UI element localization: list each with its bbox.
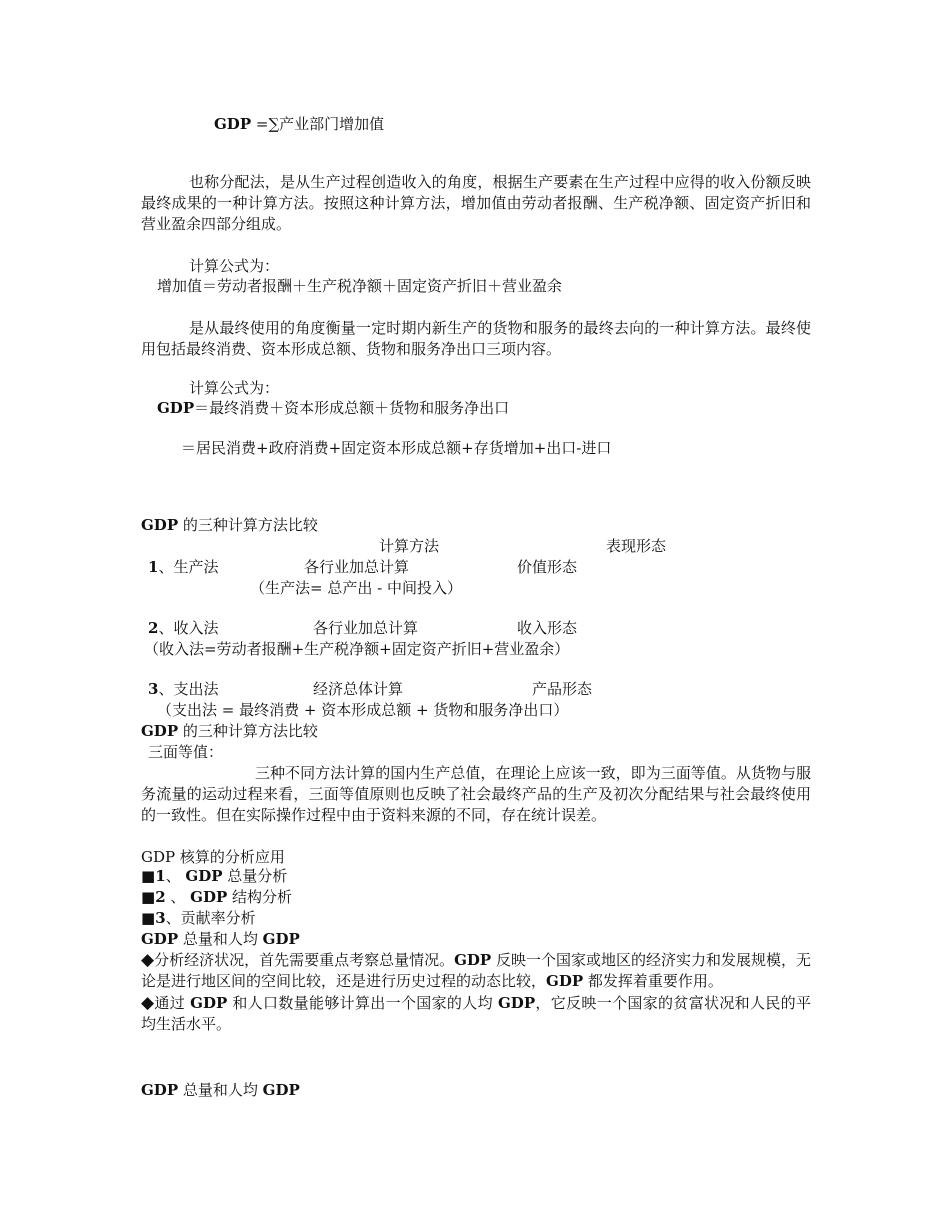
note-income: （收入法=劳动者报酬+生产税净额+固定资产折旧+营业盈余） bbox=[144, 640, 570, 658]
gdp-term: GDP bbox=[185, 867, 223, 885]
footer-title bbox=[141, 1080, 300, 1100]
formula-rest: =∑产业部门增加值 bbox=[251, 115, 385, 133]
item-sep: 、贡献率分析 bbox=[165, 909, 256, 927]
gdp-term: GDP bbox=[141, 516, 179, 534]
gdp-sum-formula bbox=[214, 114, 384, 134]
item-number: 1 bbox=[155, 867, 166, 885]
method-name: 、收入法 bbox=[158, 619, 219, 637]
calc-production: 各行业加总计算 bbox=[304, 558, 410, 576]
total-and-per-capita-title bbox=[141, 929, 300, 949]
text: 通过 bbox=[154, 994, 191, 1012]
text: 反映一个国家或地区的经济实力和发展规模，无论是进行地区间的空间比较，还是进行历史过程的动态比较， bbox=[141, 951, 811, 990]
item-number: 2 bbox=[155, 888, 166, 906]
bullet-square: ■ bbox=[141, 888, 156, 906]
item-sep: 、 bbox=[165, 888, 191, 906]
bullet-square: ■ bbox=[141, 909, 156, 927]
form-production: 价值形态 bbox=[517, 558, 578, 576]
expenditure-formula bbox=[157, 398, 509, 418]
method-name-income bbox=[148, 618, 218, 638]
expenditure-formula-expanded: ＝居民消费+政府消费+固定资本形成总额+存货增加+出口-进口 bbox=[181, 439, 612, 457]
form-expenditure: 产品形态 bbox=[532, 680, 593, 698]
analysis-item-3 bbox=[141, 908, 256, 928]
column-header-form: 表现形态 bbox=[606, 537, 667, 555]
column-header-method: 计算方法 bbox=[379, 537, 440, 555]
form-income: 收入形态 bbox=[517, 619, 578, 637]
gdp-term: GDP bbox=[262, 1081, 300, 1099]
title-mid: 总量和人均 bbox=[178, 1081, 263, 1099]
income-formula-label: 计算公式为： bbox=[189, 257, 280, 275]
bullet-paragraph-2 bbox=[141, 993, 811, 1035]
gdp-term: GDP bbox=[157, 399, 195, 417]
bullet-paragraph-1 bbox=[141, 950, 811, 992]
gdp-term: GDP bbox=[190, 888, 228, 906]
gdp-term: GDP bbox=[190, 994, 228, 1012]
method-name: 、生产法 bbox=[158, 558, 219, 576]
gdp-term: GDP bbox=[141, 722, 179, 740]
row-number: 1 bbox=[148, 558, 159, 576]
gdp-term: GDP bbox=[498, 994, 536, 1012]
method-name-expenditure bbox=[148, 679, 218, 699]
row-number: 2 bbox=[148, 619, 159, 637]
gdp-term: GDP bbox=[262, 930, 300, 948]
text: ，它反映一个国家的贫富状况和人民的平均生活水平。 bbox=[141, 994, 811, 1033]
analysis-title: GDP 核算的分析应用 bbox=[141, 848, 285, 866]
income-method-description: 也称分配法，是从生产过程创造收入的角度，根据生产要素在生产过程中应得的收入份额反映最终成果的一种计算方法。按照这种计算方法，增加值由劳动者报酬、生产税净额、固定资产折旧和营业盈余四部分组成。 bbox=[141, 173, 811, 233]
expenditure-method-description: 是从最终使用的角度衡量一定时期内新生产的货物和服务的最终去向的一种计算方法。最终使用包括最终消费、资本形成总额、货物和服务净出口三项内容。 bbox=[141, 319, 811, 358]
text: 和人口数量能够计算出一个国家的人均 bbox=[227, 994, 498, 1012]
income-formula: 增加值＝劳动者报酬＋生产税净额＋固定资产折旧＋营业盈余 bbox=[157, 277, 563, 295]
three-equal-description: 三种不同方法计算的国内生产总值，在理论上应该一致，即为三面等值。从货物与服务流量的运动过程来看，三面等值原则也反映了社会最终产品的生产及初次分配结果与社会最终使用的一致性。但在实际操作过程中由于资料来源的不同，存在统计误差。 bbox=[141, 764, 811, 824]
calc-income: 各行业加总计算 bbox=[313, 619, 419, 637]
comparison-title-text: 的三种计算方法比较 bbox=[178, 516, 318, 534]
method-name: 、支出法 bbox=[158, 680, 219, 698]
comparison-title bbox=[141, 515, 318, 535]
comparison-title-repeat bbox=[141, 721, 318, 741]
title-mid: 总量和人均 bbox=[178, 930, 263, 948]
comparison-title-text: 的三种计算方法比较 bbox=[178, 722, 318, 740]
item-text: 总量分析 bbox=[222, 867, 288, 885]
gdp-term: GDP bbox=[141, 1081, 179, 1099]
note-production: （生产法= 总产出 - 中间投入） bbox=[250, 579, 462, 597]
gdp-term: GDP bbox=[214, 115, 252, 133]
text: 分析经济状况，首先需要重点考察总量情况。 bbox=[154, 951, 455, 969]
analysis-item-1 bbox=[141, 866, 287, 886]
diamond-bullet-icon: ◆ bbox=[141, 993, 155, 1013]
item-sep: 、 bbox=[165, 867, 186, 885]
item-text: 结构分析 bbox=[227, 888, 293, 906]
formula-text: ＝最终消费＋资本形成总额＋货物和服务净出口 bbox=[194, 399, 510, 417]
note-expenditure: （支出法 = 最终消费 + 资本形成总额 + 货物和服务净出口） bbox=[157, 701, 569, 719]
analysis-item-2 bbox=[141, 887, 292, 907]
calc-expenditure: 经济总体计算 bbox=[313, 680, 404, 698]
row-number: 3 bbox=[148, 680, 159, 698]
gdp-term: GDP bbox=[546, 972, 584, 990]
method-name-production bbox=[148, 557, 218, 577]
gdp-term: GDP bbox=[141, 930, 179, 948]
three-equal-label: 三面等值： bbox=[148, 743, 224, 761]
gdp-term: GDP bbox=[454, 951, 492, 969]
expenditure-formula-label: 计算公式为： bbox=[189, 379, 280, 397]
item-number: 3 bbox=[155, 909, 166, 927]
text: 都发挥着重要作用。 bbox=[583, 972, 723, 990]
bullet-square: ■ bbox=[141, 867, 156, 885]
diamond-bullet-icon: ◆ bbox=[141, 950, 155, 970]
